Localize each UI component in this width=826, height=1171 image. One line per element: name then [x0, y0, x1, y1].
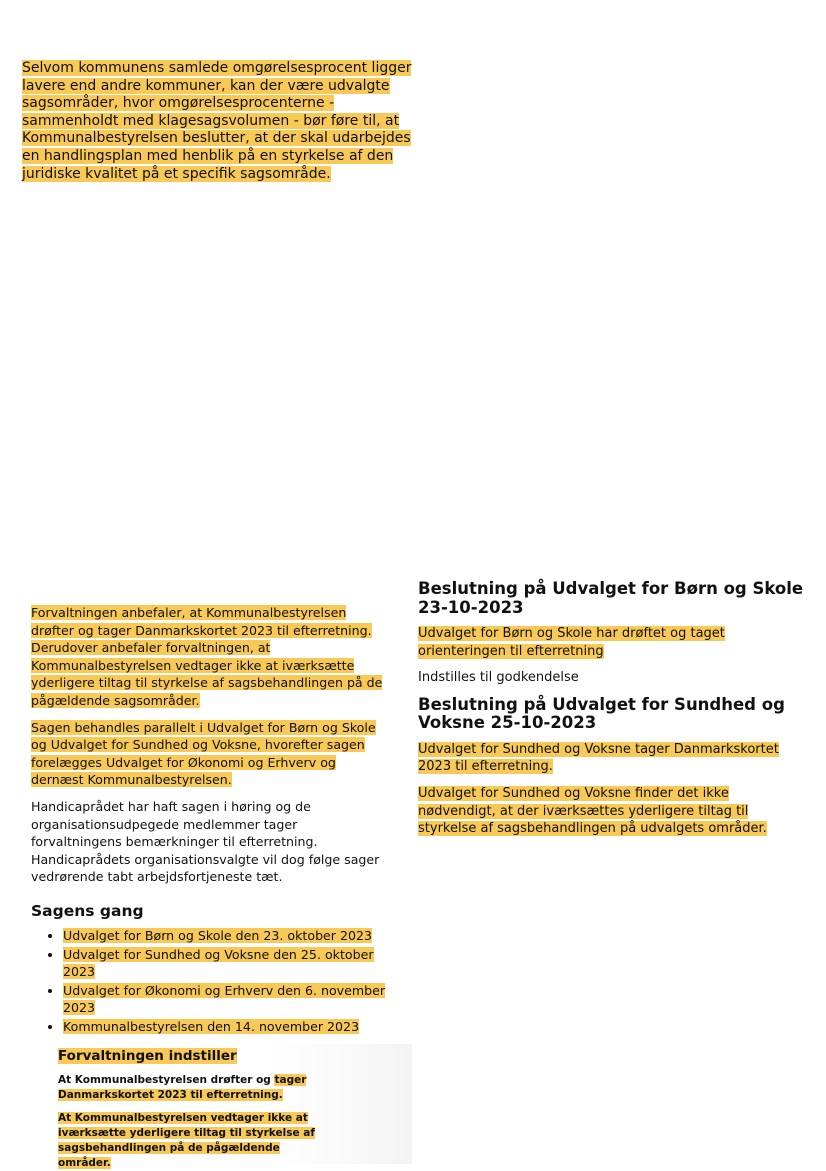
list-item: • Udvalget for Økonomi og Erhverv den 6. november 2023	[63, 982, 391, 1017]
parallel-handling-paragraph: Sagen behandles parallelt i Udvalget for Børn og Skole og Udvalget for Sundhed og Voksne, hvorefter sagen forelægges Udvalget for Økonomi og Erhverv og dernæst Kommunalbestyrelsen.	[31, 719, 376, 788]
indstiller-paragraph-2: At Kommunalbestyrelsen vedtager ikke at iværksætte yderligere tiltag til styrkelse af sagsbehandlingen på de pågældende områder.	[58, 1112, 315, 1169]
decision-heading-born-skole: Beslutning på Udvalget for Børn og Skole 23-10-2023	[418, 579, 804, 617]
right-column	[418, 580, 808, 847]
intro-text: Selvom kommunens samlede omgørelsesprocent ligger lavere end andre kommuner, kan der være udvalgte sagsområder, hvor omgørelsesprocenterne - sammenholdt med klagesagsvolumen - bør føre til, at Kommunalbestyrelsen beslutter, at der skal udarbejdes en handlingsplan med henblik på en styrkelse af den juridiske kvalitet på et specifik sagsområde.	[22, 60, 412, 182]
recommendation-paragraph: Forvaltningen anbefaler, at Kommunalbestyrelsen drøfter og tager Danmarkskortet 2023 til efterretning. Derudover anbefaler forvaltningen, at Kommunalbestyrelsen vedtager ikke at iværksætte yderligere tiltag til styrkelse af sagsbehandlingen på de pågældende sagsområder.	[31, 605, 383, 708]
decision-text-born-skole: Udvalget for Børn og Skole har drøftet og taget orienteringen til efterretning	[418, 626, 725, 659]
decision-text-sundhed-voksne-1: Udvalget for Sundhed og Voksne tager Danmarkskortet 2023 til efterretning.	[418, 741, 779, 775]
list-item: • Kommunalbestyrelsen den 14. november 2023	[63, 1018, 391, 1036]
sagens-gang-heading: Sagens gang	[31, 901, 144, 920]
list-item: • Udvalget for Sundhed og Voksne den 25. oktober 2023	[63, 946, 391, 981]
list-item: • Udvalget for Børn og Skole den 23. oktober 2023	[63, 927, 391, 945]
decision-text-sundhed-voksne-2: Udvalget for Sundhed og Voksne finder det ikke nødvendigt, at der iværksættes yderligere tiltag til styrkelse af sagsbehandlingen på udvalgets områder.	[418, 785, 767, 837]
decision-status: Indstilles til godkendelse	[418, 670, 579, 686]
left-column	[31, 604, 391, 1036]
handicap-council-paragraph: Handicaprådet har haft sagen i høring og de organisationsudpegede medlemmer tager forvaltningens bemærkninger til efterretning. Handicaprådets organisationsvalgte vil dog følge sager vedrørende tabt arbejdsfortjeneste tæt.	[31, 798, 380, 885]
sagens-gang-list	[31, 927, 391, 1036]
indstiller-heading: Forvaltningen indstiller	[58, 1048, 237, 1064]
intro-paragraph	[22, 60, 422, 183]
indstiller-paragraph-1: At Kommunalbestyrelsen drøfter og tager Danmarkskortet 2023 til efterretning.	[58, 1074, 307, 1101]
forvaltningen-indstiller-box	[52, 1044, 412, 1169]
decision-heading-sundhed-voksne: Beslutning på Udvalget for Sundhed og Voksne 25-10-2023	[418, 694, 785, 733]
